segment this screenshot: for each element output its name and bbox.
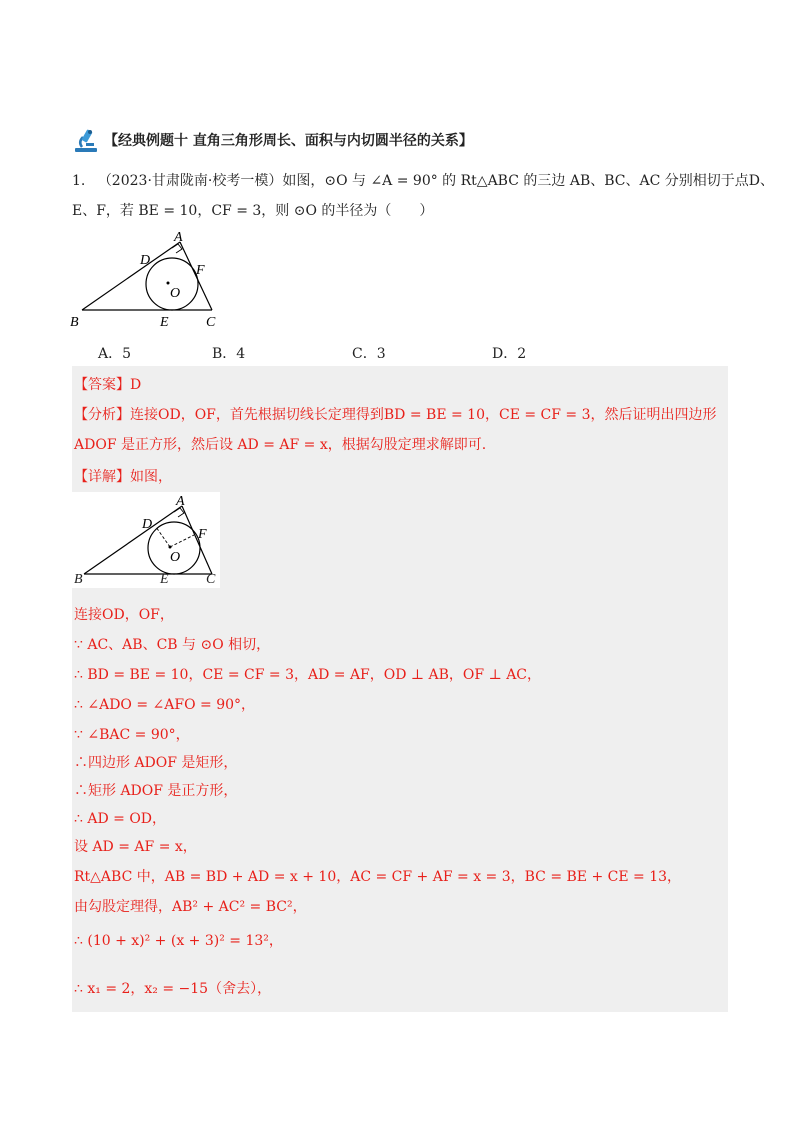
step-5: ∵ ∠BAC = 90°， bbox=[74, 727, 190, 743]
label-O: O bbox=[170, 286, 181, 301]
step-12: ∴ (10 + x)² + (x + 3)² = 13²， bbox=[74, 933, 283, 949]
step-13: ∴ x₁ = 2，x₂ = −15（舍去）， bbox=[74, 981, 272, 997]
label-D-2: D bbox=[142, 517, 153, 532]
label-O-2: O bbox=[170, 550, 181, 565]
detail-title: 【详解】如图， bbox=[74, 469, 172, 485]
label-E: E bbox=[160, 315, 169, 330]
question-text-1: （2023·甘肃陇南·校考一模）如图，⊙O 与 ∠A = 90° 的 Rt△ABC 的三边 AB、BC、AC 分别相切于点D、 bbox=[97, 173, 774, 189]
geometry-figure-1 bbox=[68, 228, 228, 330]
geometry-figure-2 bbox=[72, 492, 220, 588]
option-c[interactable]: C．3 bbox=[352, 346, 386, 362]
step-4: ∴ ∠ADO = ∠AFO = 90°， bbox=[74, 697, 256, 713]
label-C: C bbox=[206, 315, 216, 330]
step-11: 由勾股定理得，AB² + AC² = BC²， bbox=[74, 899, 307, 915]
step-1: 连接OD，OF， bbox=[74, 607, 174, 623]
label-B-2: B bbox=[74, 572, 83, 587]
label-E-2: E bbox=[160, 572, 169, 587]
analysis-line-1: 【分析】连接OD，OF，首先根据切线长定理得到BD = BE = 10，CE = CF = 3，然后证明出四边形 bbox=[74, 407, 717, 423]
step-6: ∴四边形 ADOF 是矩形， bbox=[74, 755, 238, 771]
label-A-2: A bbox=[176, 494, 185, 509]
question-number: 1. bbox=[72, 173, 86, 189]
step-8: ∴ AD = OD， bbox=[74, 811, 167, 827]
step-2: ∵ AC、AB、CB 与 ⊙O 相切， bbox=[74, 637, 271, 653]
question-line-2: E、F，若 BE = 10，CF = 3，则 ⊙O 的半径为（ ） bbox=[72, 203, 434, 219]
label-B: B bbox=[70, 315, 79, 330]
answer-line: 【答案】D bbox=[74, 377, 142, 393]
microscope-icon bbox=[72, 126, 100, 154]
step-3: ∴ BD = BE = 10，CE = CF = 3，AD = AF，OD ⊥ AB，OF ⊥ AC， bbox=[74, 667, 542, 683]
question-line-1 bbox=[72, 170, 774, 190]
label-F-2: F bbox=[198, 527, 207, 542]
section-heading bbox=[72, 126, 473, 154]
analysis-line-2: ADOF 是正方形，然后设 AD = AF = x，根据勾股定理求解即可. bbox=[74, 437, 487, 453]
label-A: A bbox=[174, 230, 183, 245]
option-b[interactable]: B．4 bbox=[212, 346, 246, 362]
heading-text: 【经典例题十 直角三角形周长、面积与内切圆半径的关系】 bbox=[104, 133, 473, 149]
label-D: D bbox=[140, 253, 151, 268]
step-9: 设 AD = AF = x， bbox=[74, 839, 197, 855]
step-7: ∴矩形 ADOF 是正方形， bbox=[74, 783, 238, 799]
label-F: F bbox=[196, 263, 205, 278]
option-a[interactable]: A．5 bbox=[98, 346, 132, 362]
step-10: Rt△ABC 中，AB = BD + AD = x + 10，AC = CF + AF = x = 3，BC = BE + CE = 13， bbox=[74, 869, 682, 885]
option-d[interactable]: D．2 bbox=[492, 346, 527, 362]
label-C-2: C bbox=[206, 572, 216, 587]
